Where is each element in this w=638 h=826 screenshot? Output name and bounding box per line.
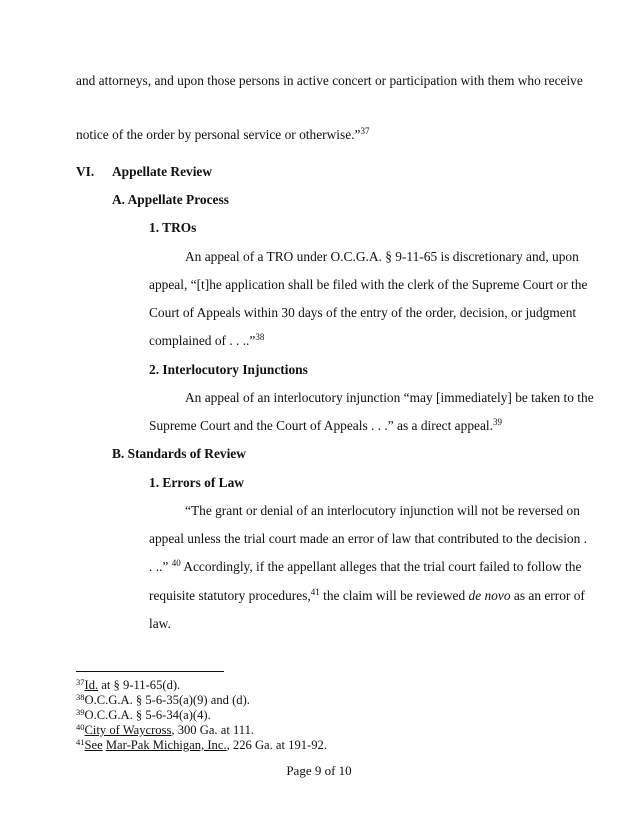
footnote-ref[interactable]: 41 bbox=[310, 587, 320, 597]
subsection-heading: B. Standards of Review bbox=[112, 446, 246, 461]
citation-link[interactable]: City of Waycross bbox=[84, 723, 172, 737]
footnote-ref[interactable]: 38 bbox=[255, 332, 265, 342]
paragraph-line: appeal, “[t]he application shall be filed with the clerk of the Supreme Court or the bbox=[149, 277, 588, 292]
paragraph-line: and attorneys, and upon those persons in active concert or participation with them who receive bbox=[76, 73, 583, 88]
paragraph-line: complained of . . ..”$^{38}$ bbox=[149, 332, 265, 348]
paragraph-line: requisite statutory procedures,$^{41}$ the claim will be reviewed de novo as an error of bbox=[149, 587, 585, 603]
subsection-heading: 2. Interlocutory Injunctions bbox=[149, 362, 308, 377]
paragraph-line: “The grant or denial of an interlocutory injunction will not be reversed on bbox=[185, 503, 580, 518]
footnote-ref[interactable]: 40 bbox=[171, 558, 181, 568]
footnote: $^{37}$Id. at § 9-11-65(d). bbox=[76, 677, 181, 692]
citation-link[interactable]: Mar-Pak Michigan, Inc. bbox=[105, 738, 227, 752]
section-heading: Appellate Review bbox=[112, 164, 213, 179]
paragraph-line: . ..” $^{40}$ Accordingly, if the appellant alleges that the trial court failed to follow the bbox=[149, 558, 582, 574]
footnote-ref[interactable]: 37 bbox=[360, 126, 370, 136]
paragraph-line: notice of the order by personal service or otherwise.”$^{37}$ bbox=[76, 126, 370, 142]
subsection-heading: A. Appellate Process bbox=[112, 192, 229, 207]
footnote: $^{40}$City of Waycross, 300 Ga. at 111. bbox=[76, 722, 255, 737]
section-number: VI. bbox=[76, 164, 95, 179]
citation-link[interactable]: Id. bbox=[84, 678, 99, 692]
subsection-heading: 1. Errors of Law bbox=[149, 475, 244, 490]
footnote-separator bbox=[76, 671, 224, 672]
citation-link[interactable]: See bbox=[84, 738, 103, 752]
paragraph-line: appeal unless the trial court made an error of law that contributed to the decision . bbox=[149, 531, 588, 546]
footnote: $^{41}$See Mar-Pak Michigan, Inc., 226 Ga. at 191-92. bbox=[76, 737, 327, 752]
footnote: $^{39}$O.C.G.A. § 5-6-34(a)(4). bbox=[76, 707, 211, 722]
footnote-ref[interactable]: 39 bbox=[492, 417, 502, 427]
subsection-heading: 1. TROs bbox=[149, 220, 197, 235]
page-number: Page 9 of 10 bbox=[286, 763, 352, 778]
paragraph-line: Court of Appeals within 30 days of the entry of the order, decision, or judgment bbox=[149, 305, 577, 320]
paragraph-line: Supreme Court and the Court of Appeals . . .” as a direct appeal.$^{39}$ bbox=[149, 417, 502, 433]
paragraph-line: law. bbox=[149, 616, 171, 631]
footnote: $^{38}$O.C.G.A. § 5-6-35(a)(9) and (d). bbox=[76, 692, 250, 707]
paragraph-line: An appeal of a TRO under O.C.G.A. § 9-11-65 is discretionary and, upon bbox=[185, 249, 579, 264]
paragraph-line: An appeal of an interlocutory injunction “may [immediately] be taken to the bbox=[185, 390, 594, 405]
